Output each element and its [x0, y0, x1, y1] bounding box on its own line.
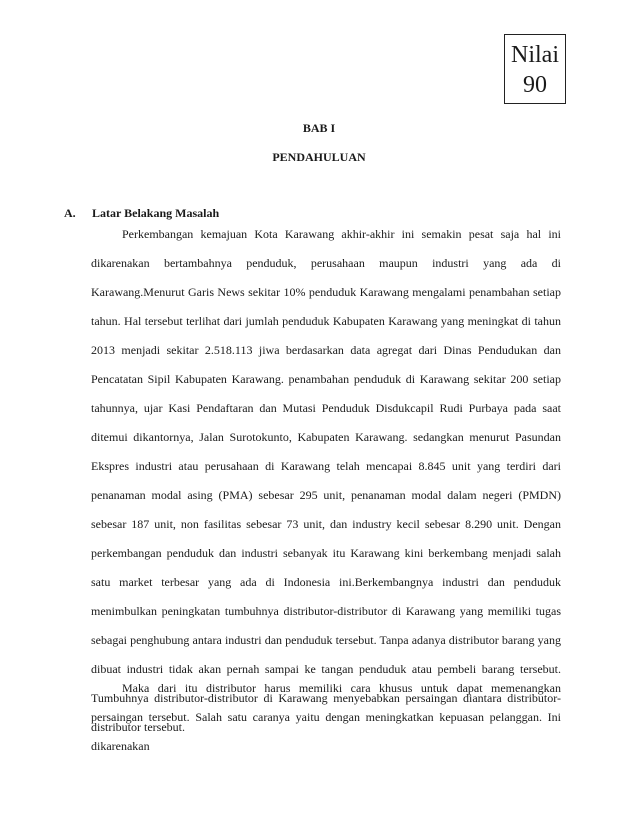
section-heading — [64, 206, 219, 221]
section-title: Latar Belakang Masalah — [92, 206, 220, 220]
paragraph-2: Maka dari itu distributor harus memiliki cara khusus untuk dapat memenangkan persaingan tersebut. Salah satu caranya yaitu dengan meningkatkan kepuasan pelanggan. Ini dikarenakan — [91, 681, 561, 753]
score-box — [504, 34, 566, 104]
score-label: Nilai — [511, 42, 559, 68]
paragraph-1: Perkembangan kemajuan Kota Karawang akhir-akhir ini semakin pesat saja hal ini dikarenakan bertambahnya penduduk, perusahaan maupun industri yang ada di Karawang.Menurut Garis News sekitar 10% penduduk Karawang mengalami penambahan setiap tahun. Hal tersebut terlihat dari jumlah penduduk Kabupaten Karawang yang meningkat di tahun 2013 menjadi sekitar 2.518.113 jiwa berdasarkan data agregat dari Dinas Pendudukan dan Pencatatan Sipil Kabupaten Karawang. penambahan penduduk di Karawang sekitar 200 setiap tahunnya, ujar Kasi Pendaftaran dan Mutasi Penduduk Disdukcapil Rudi Purbaya pada saat ditemui dikantornya, Jalan Surotokunto, Kabupaten Karawang. sedangkan menurut Pasundan Ekspres industri atau perusahaan di Karawang telah mencapai 8.845 unit yang terdiri dari penanaman modal asing (PMA) sebesar 295 unit, penanaman modal dalam negeri (PMDN) sebesar 187 unit, non fasilitas sebesar 73 unit, dan industry kecil sebesar 8.290 unit. Dengan perkembangan penduduk dan industri sebanyak itu Karawang kini berkembang menjadi salah satu market terbesar yang ada di Indonesia ini.Berkembangnya industri dan penduduk menimbulkan peningkatan tumbuhnya distributor-distributor di Karawang yang memiliki tugas sebagai penghubung antara industri dan penduduk tersebut. Tanpa adanya distributor barang yang dibuat industri tidak akan pernah sampai ke tangan penduduk atau pembeli barang tersebut. Tumbuhnya distributor-distributor di Karawang menyebabkan persaingan diantara distributor-distributor tersebut. — [91, 227, 561, 734]
score-value: 90 — [523, 72, 547, 98]
chapter-number: BAB I — [302, 121, 336, 135]
section-label: A. — [64, 206, 76, 220]
chapter-title: PENDAHULUAN — [272, 150, 366, 164]
